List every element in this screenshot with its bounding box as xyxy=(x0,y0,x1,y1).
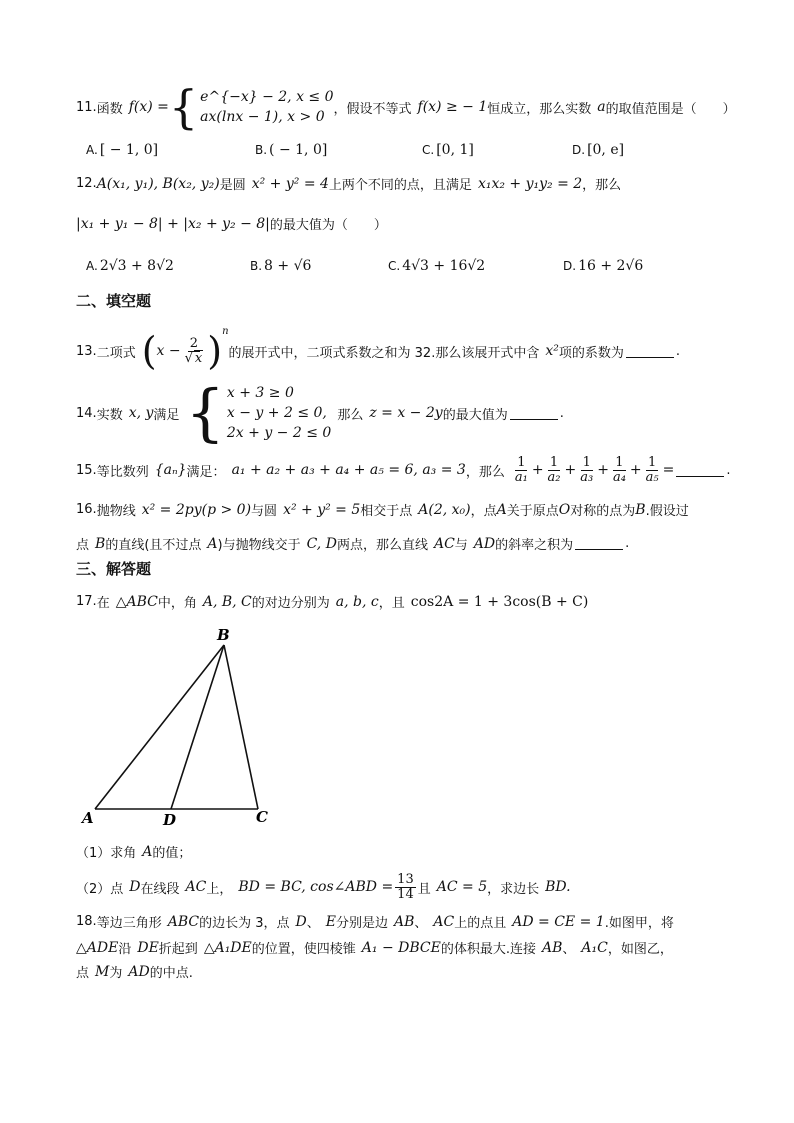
q12-expr: |x₁ + y₁ − 8| + |x₂ + y₂ − 8| xyxy=(76,215,270,232)
q15-frac-2: $\frac{1}{\text{a₂}}$ xyxy=(547,454,561,485)
q14-z: z = x − 2y xyxy=(369,405,443,421)
q17-sides: a, b, c xyxy=(335,593,379,610)
q14-stem xyxy=(76,376,564,449)
q14-answer-blank[interactable] xyxy=(510,407,558,420)
q15-text2: 满足： xyxy=(186,464,226,480)
q17-text2: 中，角 xyxy=(157,596,197,611)
q17-cos-fraction: $\frac{13}{14}$ xyxy=(397,871,414,902)
q15-number: 15. xyxy=(76,462,97,478)
q15-frac-5: $\frac{1}{\text{a₅}}$ xyxy=(645,454,659,485)
q12-cond: x₁x₂ + y₁y₂ = 2 xyxy=(477,175,583,192)
q11-option-c: C. [0, 1] xyxy=(422,142,474,158)
q11-var: a xyxy=(597,99,606,115)
q16-b: B xyxy=(635,501,646,518)
q12-text1: 是圆 xyxy=(219,178,246,193)
q12-circle: x² + y² = 4 xyxy=(251,175,329,192)
q14-text5: . xyxy=(559,405,564,421)
q13-left-paren: ( xyxy=(141,329,157,373)
q16-text5: 关于原点 xyxy=(506,504,559,519)
edge-bd xyxy=(171,645,224,809)
q11-option-b: B. ( − 1, 0] xyxy=(255,142,328,158)
q15-text3: ，那么 xyxy=(465,464,505,480)
q18-stem-line3: 点 M 为 AD 的中点. xyxy=(76,963,193,981)
q11-case1: e^{−x} − 2, x ≤ 0 xyxy=(200,89,334,105)
q14-cases xyxy=(227,383,331,443)
q16-stem xyxy=(76,500,689,519)
label-a: A xyxy=(82,809,94,827)
q15-stem: 15. 等比数列 {aₙ} 满足： a₁ + a₂ + a₃ + a₄ + a₅ = 6, a₃ = 3 ，那么 $\frac{1}{\text{a₁}}$ + $\frac{1}{\text{a₂}}$ + $\frac{1}{\text{a₃}}$ + $\frac{1}{\text{a₄}}$ + $\frac{1}{\text{a₅}}$ = . xyxy=(76,454,731,485)
q17-triangle-figure xyxy=(0,620,794,860)
q16-text3: 相交于点 xyxy=(360,504,413,519)
q17-angles: A, B, C xyxy=(202,593,252,610)
q14-brace: { xyxy=(185,376,225,449)
q15-cond: a₁ + a₂ + a₃ + a₄ + a₅ = 6, a₃ = 3 xyxy=(231,462,466,478)
q13-exponent: n xyxy=(222,326,229,337)
q16-parabola: x² = 2py(p > 0) xyxy=(141,501,252,518)
q15-seq: {aₙ} xyxy=(154,462,187,478)
q16-text2: 与圆 xyxy=(251,504,278,519)
q18-stem-line2: △ADE 沿 DE 折起到 △A₁DE 的位置，使四棱锥 A₁ − DBCE 的体积最大.连接 AB 、 A₁C ，如图乙， xyxy=(76,939,673,957)
q11-word: 函数 xyxy=(96,101,123,117)
label-c: C xyxy=(256,808,268,826)
q17-condition: cos2A = 1 + 3cos(B + C) xyxy=(410,593,589,610)
q15-equals: = xyxy=(662,462,675,478)
q11-cases xyxy=(200,87,333,127)
q14-case1: x + 3 ≥ 0 xyxy=(226,385,294,401)
q16-text1: 抛物线 xyxy=(96,504,136,519)
q17-text4: ，且 xyxy=(378,596,405,611)
q16-o: O xyxy=(558,501,571,518)
q13-answer-blank[interactable] xyxy=(626,345,674,358)
q11-stem xyxy=(76,80,736,134)
q15-text1: 等比数列 xyxy=(96,464,149,480)
q12-text2: 上两个不同的点，且满足 xyxy=(328,178,472,193)
q18-stem: 18. 等边三角形 ABC 的边长为 3，点 D 、 E 分别是边 AB 、 AC 上的点且 AD = CE = 1 .如图甲，将 xyxy=(76,913,674,931)
q16-number: 16. xyxy=(76,502,97,517)
q16-text4: ，点 xyxy=(470,504,497,519)
q12-points: A(x₁, y₁), B(x₂, y₂) xyxy=(96,175,220,192)
q12-option-a: A. 2√3 + 8√2 xyxy=(86,258,174,274)
q11-ineq: f(x) ≥ − 1 xyxy=(417,99,488,115)
q15-frac-4: $\frac{1}{\text{a₄}}$ xyxy=(612,454,626,485)
q12-option-d: D. 16 + 2√6 xyxy=(563,258,644,274)
q11-number: 11. xyxy=(76,99,97,115)
q13-x: x − xyxy=(156,343,181,359)
q14-vars: x, y xyxy=(128,405,154,421)
q12-option-b: B. 8 + √6 xyxy=(250,258,312,274)
q16-a: A xyxy=(496,501,507,518)
q11-text1: ，假设不等式 xyxy=(333,101,412,117)
q16-point-a: A(2, x₀) xyxy=(418,501,471,518)
q15-frac-3: $\frac{1}{\text{a₃}}$ xyxy=(580,454,594,485)
q14-text1: 实数 xyxy=(96,407,123,423)
q11-text3: 的取值范围是（ ） xyxy=(605,101,736,117)
q11-fx: f(x) = xyxy=(128,99,169,115)
q16-text7: .假设过 xyxy=(645,504,689,519)
q11-case2: ax(lnx − 1), x > 0 xyxy=(200,109,325,125)
q14-case2: x − y + 2 ≤ 0, xyxy=(226,405,327,421)
q17-stem xyxy=(76,592,588,611)
q17-number: 17. xyxy=(76,594,97,609)
q13-text3: 项的系数为 xyxy=(558,345,624,361)
q12-stem xyxy=(76,174,621,193)
q16-circle: x² + y² = 5 xyxy=(283,501,361,518)
q14-text4: 的最大值为 xyxy=(442,407,508,423)
q16-text6: 对称的点为 xyxy=(570,504,636,519)
q13-text4: . xyxy=(675,343,681,359)
section-fill-in-heading: 二、填空题 xyxy=(76,292,152,310)
q14-text3: 那么 xyxy=(337,407,364,423)
q12-text3: ，那么 xyxy=(582,178,622,193)
q13-right-paren: ) xyxy=(207,329,223,373)
q13-fraction: $\frac{2}{√ x}$ xyxy=(184,335,203,366)
q15-answer-blank[interactable] xyxy=(676,464,724,477)
q13-stem xyxy=(76,326,680,376)
q12-number: 12. xyxy=(76,176,97,191)
edge-ab xyxy=(95,645,224,809)
q11-brace: { xyxy=(168,80,199,134)
label-b: B xyxy=(217,626,230,644)
section-solutions-heading: 三、解答题 xyxy=(76,560,152,578)
q12-stem-line2 xyxy=(76,214,387,233)
q15-frac-1: $\frac{1}{\text{a₁}}$ xyxy=(514,454,528,485)
q17-text1: 在 xyxy=(96,596,110,611)
label-d: D xyxy=(163,811,177,829)
q12-text4: 的最大值为（ ） xyxy=(269,218,387,233)
q13-term: x² xyxy=(545,343,559,359)
q14-case3: 2x + y − 2 ≤ 0 xyxy=(226,425,332,441)
q14-number: 14. xyxy=(76,405,97,421)
q14-text2: 满足 xyxy=(153,407,180,423)
q17-text3: 的对边分别为 xyxy=(251,596,330,611)
q16-answer-blank[interactable] xyxy=(575,537,623,550)
q17-triangle: △ABC xyxy=(115,593,158,610)
q17-part2: （2）点 D 在线段 AC 上， BD = BC, cos∠ABD = $\frac{13}{14}$ 且 AC = 5 ，求边长 BD. xyxy=(76,871,571,902)
q16-stem-line2: 点 B 的直线(且不过点 A )与抛物线交于 C, D 两点，那么直线 AC 与 AD 的斜率之积为 . xyxy=(76,535,630,553)
edge-bc xyxy=(224,645,258,809)
q13-text1: 二项式 xyxy=(96,345,136,361)
q15-text4: . xyxy=(726,462,731,478)
q17-part1: （1）求角 A 的值； xyxy=(76,843,192,861)
q11-text2: 恒成立，那么实数 xyxy=(487,101,592,117)
q13-text2: 的展开式中，二项式系数之和为 32.那么该展开式中含 xyxy=(228,345,540,361)
q11-option-a: A. [ − 1, 0] xyxy=(86,142,159,158)
q12-option-c: C. 4√3 + 16√2 xyxy=(388,258,486,274)
q11-option-d: D. [0, e] xyxy=(572,142,625,158)
q13-number: 13. xyxy=(76,343,97,359)
